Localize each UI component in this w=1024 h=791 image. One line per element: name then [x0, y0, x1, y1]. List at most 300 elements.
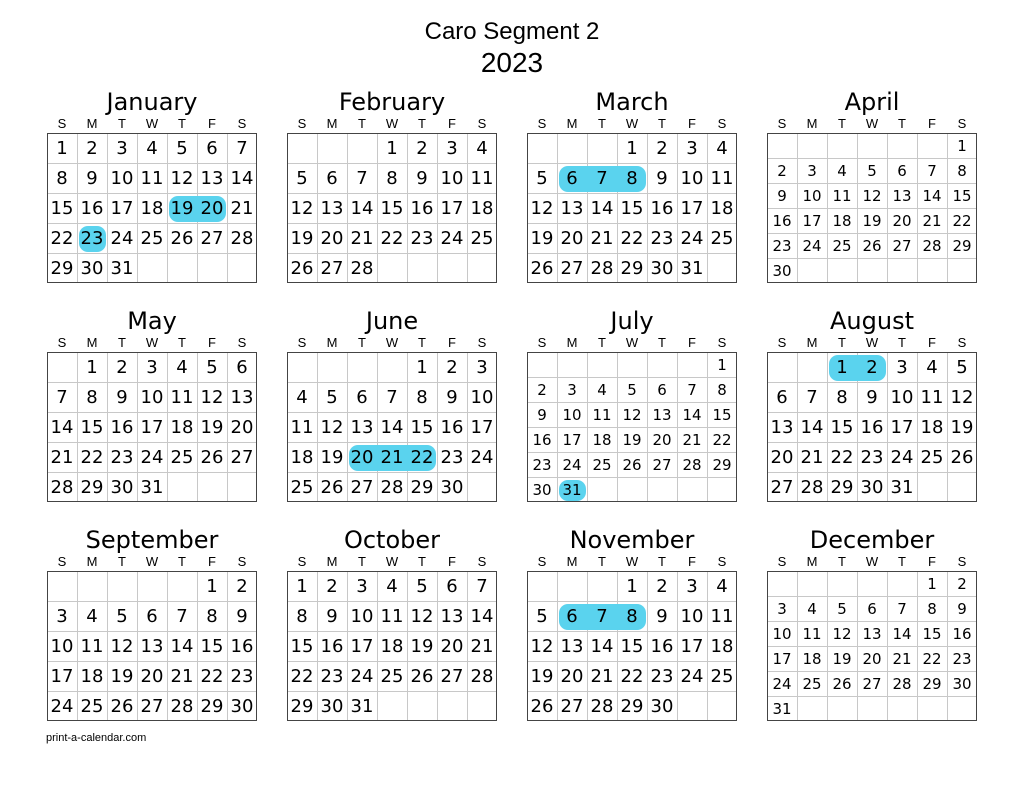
day-cell: 17	[50, 666, 74, 687]
day-cell: 16	[80, 198, 104, 219]
day-cell: 29	[922, 675, 942, 693]
day-cell: 14	[170, 636, 194, 657]
day-cell: 17	[562, 431, 582, 449]
weekday-label: M	[806, 554, 818, 569]
day-cell: 3	[807, 162, 817, 180]
day-cell: 19	[110, 666, 134, 687]
day-cell: 2	[656, 138, 668, 159]
month-grid	[527, 133, 737, 283]
day-cell: 22	[620, 666, 644, 687]
day-cell: 21	[892, 650, 912, 668]
day-cell: 14	[682, 406, 702, 424]
weekday-header	[47, 117, 257, 131]
day-cell: 23	[80, 228, 104, 249]
weekday-label: T	[658, 335, 666, 350]
day-cell: 10	[110, 168, 134, 189]
day-cell: 30	[650, 258, 674, 279]
day-cell: 19	[320, 447, 344, 468]
day-cell: 14	[50, 417, 74, 438]
day-cell: 9	[86, 168, 98, 189]
day-cell: 28	[170, 696, 194, 717]
day-cell: 7	[476, 576, 488, 597]
day-cell: 4	[146, 138, 158, 159]
weekday-label: F	[688, 554, 696, 569]
month-name: October	[343, 526, 441, 554]
day-cell: 20	[770, 447, 794, 468]
weekday-header	[767, 117, 977, 131]
day-cell: 19	[622, 431, 642, 449]
day-cell: 13	[862, 625, 882, 643]
day-cell: 20	[862, 650, 882, 668]
day-cell: 20	[320, 228, 344, 249]
weekday-label: T	[118, 116, 126, 131]
day-cell: 6	[326, 168, 338, 189]
day-cell: 16	[410, 198, 434, 219]
day-cell: 8	[386, 168, 398, 189]
day-cell: 31	[680, 258, 704, 279]
weekday-header	[287, 336, 497, 350]
day-cell: 16	[532, 431, 552, 449]
day-cell: 25	[470, 228, 494, 249]
day-cell: 15	[620, 636, 644, 657]
day-cell: 27	[652, 456, 672, 474]
day-cell: 13	[652, 406, 672, 424]
weekday-label: S	[477, 554, 487, 569]
day-cell: 30	[320, 696, 344, 717]
day-cell: 3	[356, 576, 368, 597]
day-cell: 27	[200, 228, 224, 249]
day-cell: 24	[140, 447, 164, 468]
day-cell: 8	[296, 606, 308, 627]
day-cell: 2	[957, 575, 967, 593]
day-cell: 28	[230, 228, 254, 249]
day-cell: 27	[560, 258, 584, 279]
day-cell: 28	[350, 258, 374, 279]
day-cell: 1	[626, 576, 638, 597]
day-cell: 24	[110, 228, 134, 249]
day-cell: 23	[952, 650, 972, 668]
day-cell: 26	[170, 228, 194, 249]
day-cell: 28	[800, 477, 824, 498]
day-cell: 26	[530, 258, 554, 279]
day-cell: 10	[440, 168, 464, 189]
day-cell: 6	[206, 138, 218, 159]
day-cell: 4	[296, 387, 308, 408]
month-grid	[767, 571, 977, 721]
day-cell: 21	[590, 666, 614, 687]
day-cell: 26	[110, 696, 134, 717]
day-cell: 21	[50, 447, 74, 468]
weekday-label: S	[537, 335, 547, 350]
weekday-label: T	[598, 116, 606, 131]
day-cell: 1	[836, 357, 848, 378]
day-cell: 22	[80, 447, 104, 468]
month-grid	[287, 571, 497, 721]
day-cell: 7	[356, 168, 368, 189]
day-cell: 29	[290, 696, 314, 717]
day-cell: 23	[772, 237, 792, 255]
day-cell: 22	[952, 212, 972, 230]
day-cell: 25	[290, 477, 314, 498]
day-cell: 29	[620, 258, 644, 279]
day-cell: 22	[200, 666, 224, 687]
day-cell: 2	[326, 576, 338, 597]
day-cell: 7	[687, 381, 697, 399]
day-cell: 18	[140, 198, 164, 219]
weekday-label: T	[598, 335, 606, 350]
month-grid	[527, 352, 737, 502]
day-cell: 9	[236, 606, 248, 627]
day-cell: 8	[717, 381, 727, 399]
day-cell: 25	[170, 447, 194, 468]
day-cell: 28	[682, 456, 702, 474]
day-cell: 6	[867, 600, 877, 618]
day-cell: 5	[867, 162, 877, 180]
day-cell: 15	[830, 417, 854, 438]
day-cell: 13	[230, 387, 254, 408]
weekday-label: T	[118, 554, 126, 569]
day-cell: 6	[356, 387, 368, 408]
weekday-label: T	[178, 116, 186, 131]
day-cell: 10	[470, 387, 494, 408]
day-cell: 4	[926, 357, 938, 378]
day-cell: 7	[596, 606, 608, 627]
day-cell: 14	[380, 417, 404, 438]
weekday-label: S	[537, 554, 547, 569]
day-cell: 16	[320, 636, 344, 657]
day-cell: 7	[386, 387, 398, 408]
month-name: February	[338, 88, 446, 116]
day-cell: 31	[562, 481, 582, 499]
day-cell: 27	[892, 237, 912, 255]
day-cell: 24	[680, 228, 704, 249]
day-cell: 17	[440, 198, 464, 219]
day-cell: 31	[772, 700, 792, 718]
weekday-label: W	[865, 335, 879, 350]
day-cell: 25	[832, 237, 852, 255]
month-name: March	[595, 88, 669, 116]
weekday-label: T	[118, 335, 126, 350]
day-cell: 2	[656, 576, 668, 597]
weekday-label: T	[838, 335, 846, 350]
day-cell: 18	[920, 417, 944, 438]
month-name: July	[610, 307, 654, 335]
day-cell: 29	[952, 237, 972, 255]
day-cell: 1	[717, 356, 727, 374]
day-cell: 11	[802, 625, 822, 643]
day-cell: 12	[110, 636, 134, 657]
day-cell: 2	[116, 357, 128, 378]
day-cell: 30	[650, 696, 674, 717]
day-cell: 24	[50, 696, 74, 717]
day-cell: 9	[656, 168, 668, 189]
weekday-header	[287, 555, 497, 569]
weekday-label: S	[957, 116, 967, 131]
day-cell: 12	[170, 168, 194, 189]
month-name: September	[85, 526, 219, 554]
day-cell: 7	[176, 606, 188, 627]
weekday-label: S	[537, 116, 547, 131]
day-cell: 1	[296, 576, 308, 597]
day-cell: 20	[560, 228, 584, 249]
day-cell: 25	[80, 696, 104, 717]
day-cell: 27	[440, 666, 464, 687]
weekday-header	[47, 555, 257, 569]
day-cell: 13	[892, 187, 912, 205]
day-cell: 24	[802, 237, 822, 255]
day-cell: 11	[710, 168, 734, 189]
day-cell: 18	[170, 417, 194, 438]
day-cell: 23	[650, 228, 674, 249]
day-cell: 15	[952, 187, 972, 205]
day-cell: 10	[680, 168, 704, 189]
day-cell: 17	[350, 636, 374, 657]
day-cell: 19	[832, 650, 852, 668]
day-cell: 18	[832, 212, 852, 230]
weekday-label: T	[898, 554, 906, 569]
day-cell: 9	[416, 168, 428, 189]
day-cell: 11	[170, 387, 194, 408]
day-cell: 11	[920, 387, 944, 408]
day-cell: 8	[626, 168, 638, 189]
day-cell: 19	[530, 666, 554, 687]
day-cell: 24	[440, 228, 464, 249]
weekday-label: M	[326, 116, 338, 131]
day-cell: 6	[566, 168, 578, 189]
weekday-label: S	[777, 335, 787, 350]
day-cell: 3	[686, 138, 698, 159]
day-cell: 25	[380, 666, 404, 687]
day-cell: 3	[777, 600, 787, 618]
day-cell: 9	[116, 387, 128, 408]
day-cell: 14	[470, 606, 494, 627]
day-cell: 11	[710, 606, 734, 627]
day-cell: 25	[710, 666, 734, 687]
day-cell: 9	[656, 606, 668, 627]
weekday-label: S	[717, 335, 727, 350]
month-grid	[527, 571, 737, 721]
day-cell: 19	[410, 636, 434, 657]
day-cell: 11	[380, 606, 404, 627]
day-cell: 7	[897, 600, 907, 618]
day-cell: 7	[236, 138, 248, 159]
day-cell: 25	[592, 456, 612, 474]
day-cell: 4	[837, 162, 847, 180]
weekday-label: F	[928, 554, 936, 569]
month-name: April	[844, 88, 900, 116]
weekday-label: M	[566, 554, 578, 569]
day-cell: 15	[80, 417, 104, 438]
day-cell: 25	[710, 228, 734, 249]
day-cell: 8	[927, 600, 937, 618]
day-cell: 28	[380, 477, 404, 498]
day-cell: 4	[807, 600, 817, 618]
day-cell: 22	[410, 447, 434, 468]
day-cell: 31	[890, 477, 914, 498]
day-cell: 2	[537, 381, 547, 399]
weekday-label: W	[385, 554, 399, 569]
day-cell: 8	[416, 387, 428, 408]
day-cell: 12	[200, 387, 224, 408]
day-cell: 2	[416, 138, 428, 159]
month-grid	[767, 352, 977, 502]
day-cell: 4	[716, 138, 728, 159]
day-cell: 23	[230, 666, 254, 687]
weekday-label: S	[57, 335, 67, 350]
day-cell: 17	[140, 417, 164, 438]
day-cell: 18	[710, 198, 734, 219]
day-cell: 27	[320, 258, 344, 279]
day-cell: 15	[712, 406, 732, 424]
day-cell: 5	[176, 138, 188, 159]
day-cell: 11	[140, 168, 164, 189]
day-cell: 3	[56, 606, 68, 627]
day-cell: 25	[920, 447, 944, 468]
day-cell: 2	[777, 162, 787, 180]
day-cell: 30	[860, 477, 884, 498]
weekday-label: M	[86, 116, 98, 131]
day-cell: 18	[710, 636, 734, 657]
day-cell: 1	[86, 357, 98, 378]
day-cell: 6	[236, 357, 248, 378]
day-cell: 1	[206, 576, 218, 597]
day-cell: 15	[922, 625, 942, 643]
day-cell: 3	[116, 138, 128, 159]
day-cell: 14	[350, 198, 374, 219]
day-cell: 29	[620, 696, 644, 717]
weekday-label: S	[957, 554, 967, 569]
day-cell: 18	[290, 447, 314, 468]
day-cell: 30	[952, 675, 972, 693]
day-cell: 4	[86, 606, 98, 627]
day-cell: 5	[956, 357, 968, 378]
weekday-label: S	[957, 335, 967, 350]
day-cell: 29	[50, 258, 74, 279]
day-cell: 23	[320, 666, 344, 687]
weekday-label: S	[477, 116, 487, 131]
weekday-label: T	[898, 116, 906, 131]
weekday-header	[47, 336, 257, 350]
day-cell: 4	[176, 357, 188, 378]
day-cell: 25	[802, 675, 822, 693]
day-cell: 17	[802, 212, 822, 230]
day-cell: 11	[832, 187, 852, 205]
weekday-label: W	[385, 116, 399, 131]
calendar-year: 2023	[480, 47, 544, 78]
day-cell: 30	[80, 258, 104, 279]
day-cell: 13	[140, 636, 164, 657]
day-cell: 4	[476, 138, 488, 159]
weekday-label: T	[358, 335, 366, 350]
day-cell: 7	[56, 387, 68, 408]
day-cell: 27	[560, 696, 584, 717]
day-cell: 14	[892, 625, 912, 643]
day-cell: 17	[772, 650, 792, 668]
day-cell: 20	[652, 431, 672, 449]
day-cell: 15	[410, 417, 434, 438]
day-cell: 16	[440, 417, 464, 438]
weekday-label: S	[57, 116, 67, 131]
day-cell: 6	[446, 576, 458, 597]
month-name: June	[365, 307, 419, 335]
day-cell: 5	[326, 387, 338, 408]
month-name: November	[569, 526, 695, 554]
day-cell: 12	[530, 636, 554, 657]
day-cell: 14	[590, 198, 614, 219]
day-cell: 7	[927, 162, 937, 180]
day-cell: 5	[116, 606, 128, 627]
weekday-label: M	[566, 116, 578, 131]
day-cell: 3	[686, 576, 698, 597]
day-cell: 21	[170, 666, 194, 687]
day-cell: 13	[320, 198, 344, 219]
day-cell: 22	[620, 228, 644, 249]
day-cell: 21	[590, 228, 614, 249]
weekday-label: M	[566, 335, 578, 350]
day-cell: 16	[650, 198, 674, 219]
weekday-label: T	[358, 554, 366, 569]
day-cell: 10	[772, 625, 792, 643]
weekday-label: T	[898, 335, 906, 350]
day-cell: 21	[380, 447, 404, 468]
day-cell: 18	[380, 636, 404, 657]
day-cell: 9	[866, 387, 878, 408]
day-cell: 27	[350, 477, 374, 498]
weekday-label: T	[418, 116, 426, 131]
day-cell: 21	[922, 212, 942, 230]
day-cell: 24	[680, 666, 704, 687]
day-cell: 10	[350, 606, 374, 627]
day-cell: 8	[86, 387, 98, 408]
weekday-label: T	[418, 335, 426, 350]
day-cell: 14	[230, 168, 254, 189]
weekday-label: W	[625, 554, 639, 569]
month-name: January	[106, 88, 198, 116]
day-cell: 18	[802, 650, 822, 668]
day-cell: 4	[716, 576, 728, 597]
day-cell: 11	[290, 417, 314, 438]
day-cell: 23	[440, 447, 464, 468]
weekday-label: F	[928, 335, 936, 350]
weekday-label: F	[208, 335, 216, 350]
day-cell: 1	[927, 575, 937, 593]
day-cell: 15	[290, 636, 314, 657]
day-cell: 20	[140, 666, 164, 687]
day-cell: 30	[532, 481, 552, 499]
day-cell: 10	[140, 387, 164, 408]
day-cell: 9	[326, 606, 338, 627]
weekday-label: T	[358, 116, 366, 131]
day-cell: 22	[380, 228, 404, 249]
day-cell: 2	[446, 357, 458, 378]
day-cell: 12	[290, 198, 314, 219]
day-cell: 29	[712, 456, 732, 474]
day-cell: 15	[380, 198, 404, 219]
day-cell: 28	[590, 696, 614, 717]
day-cell: 31	[140, 477, 164, 498]
day-cell: 10	[562, 406, 582, 424]
day-cell: 15	[50, 198, 74, 219]
day-cell: 23	[110, 447, 134, 468]
day-cell: 27	[862, 675, 882, 693]
day-cell: 16	[860, 417, 884, 438]
day-cell: 20	[440, 636, 464, 657]
day-cell: 5	[536, 606, 548, 627]
day-cell: 30	[230, 696, 254, 717]
day-cell: 26	[832, 675, 852, 693]
day-cell: 12	[410, 606, 434, 627]
weekday-label: F	[688, 116, 696, 131]
